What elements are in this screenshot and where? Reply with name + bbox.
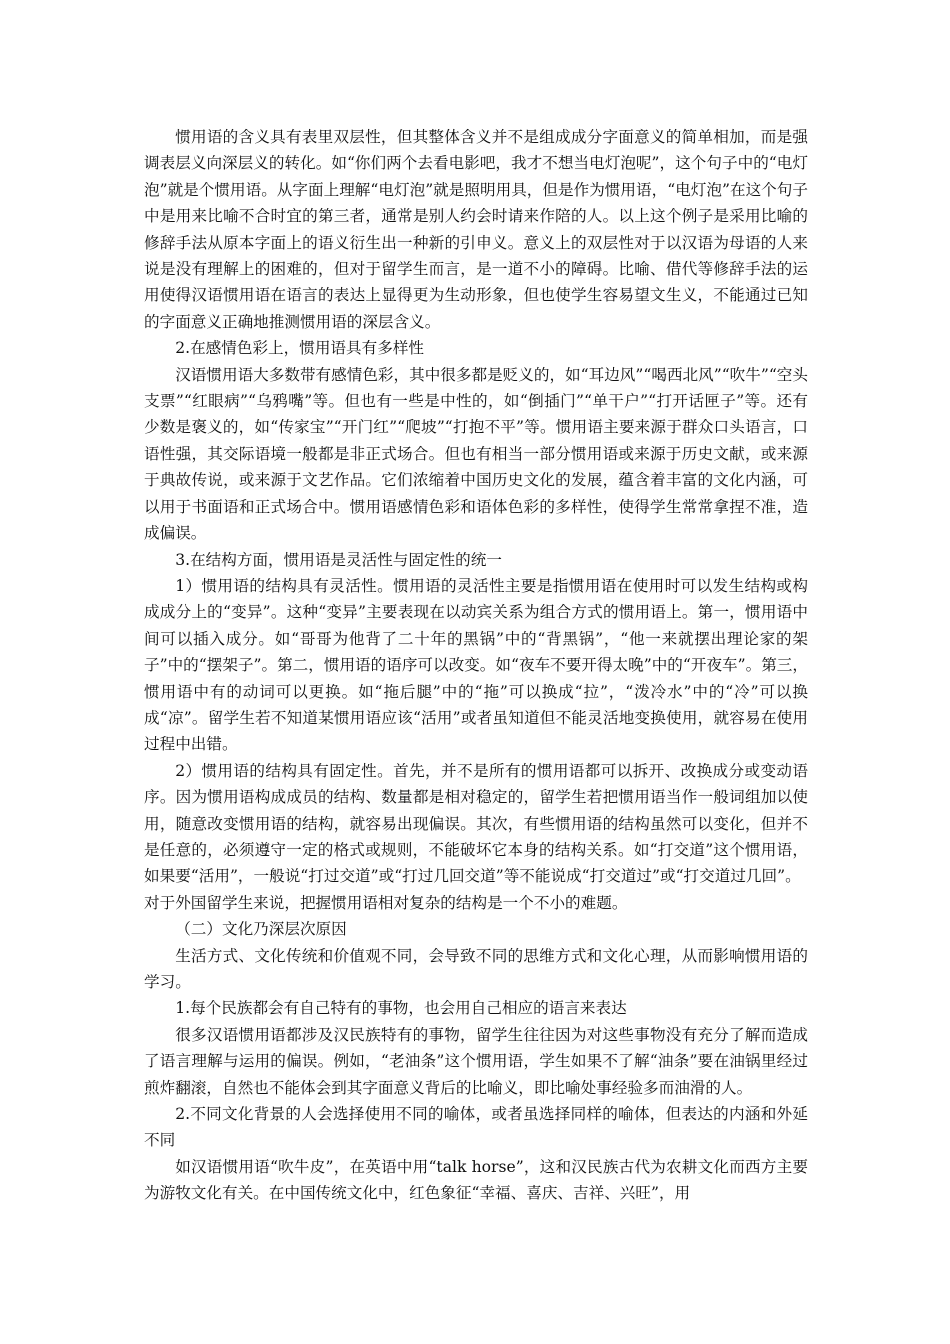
heading-structure: 3.在结构方面，惯用语是灵活性与固定性的统一: [175, 550, 502, 569]
paragraph-different-vehicles: 如汉语惯用语“吹牛皮”，在英语中用“talk horse”，这和汉民族古代为农耕文化而西方主要为游牧文化有关。在中国传统文化中，红色象征“幸福、喜庆、吉祥、兴旺”，用: [144, 1157, 808, 1203]
paragraph-culture-intro: 生活方式、文化传统和价值观不同，会导致不同的思维方式和文化心理，从而影响惯用语的学习。: [144, 946, 808, 991]
heading-culture: （二）文化乃深层次原因: [175, 920, 347, 939]
paragraph-structure-summary: 对于外国留学生来说，把握惯用语相对复杂的结构是一个不小的难题。: [144, 893, 628, 912]
paragraph-meaning-duality: 惯用语的含义具有表里双层性，但其整体含义并不是组成成分字面意义的简单相加，而是强调表层义向深层义的转化。如“你们两个去看电影吧，我才不想当电灯泡呢”，这个句子中的“电灯泡”就是个惯用语。从字面上理解“电灯泡”就是照明用具，但是作为惯用语，“电灯泡”在这个句子中是用来比喻不合时宜的第三者，通常是别人约会时请来作陪的人。以上这个例子是采用比喻的修辞手法从原本字面上的语义衍生出一种新的引申义。意义上的双层性对于以汉语为母语的人来说是没有理解上的困难的，但对于留学生而言，是一道不小的障碍。比喻、借代等修辞手法的运用使得汉语惯用语在语言的表达上显得更为生动形象，但也使学生容易望文生义，不能通过已知的字面意义正确地推测惯用语的深层含义。: [144, 128, 808, 331]
heading-unique-things: 1.每个民族都会有自己特有的事物，也会用自己相应的语言来表达: [175, 999, 627, 1018]
paragraph-emotional-color: 汉语惯用语大多数带有感情色彩，其中很多都是贬义的，如“耳边风”“喝西北风”“吹牛”“空头支票”“红眼病”“乌鸦嘴”等。但也有一些是中性的，如“倒插门”“单干户”“打开话匣子”等。还有少数是褒义的，如“传家宝”“开门红”“爬坡”“打抱不平”等。惯用语主要来源于群众口头语言，口语性强，其交际语境一般都是非正式场合。但也有相当一部分惯用语或来源于历史文献，或来源于典故传说，或来源于文艺作品。它们浓缩着中国历史文化的发展，蕴含着丰富的文化内涵，可以用于书面语和正式场合中。惯用语感情色彩和语体色彩的多样性，使得学生常常拿捏不准，造成偏误。: [144, 365, 808, 543]
paragraph-unique-things: 很多汉语惯用语都涉及汉民族特有的事物，留学生往往因为对这些事物没有充分了解而造成了语言理解与运用的偏误。例如，“老油条”这个惯用语，学生如果不了解“油条”要在油锅里经过煎炸翻滚，自然也不能体会到其字面意义背后的比喻义，即比喻处事经验多而油滑的人。: [144, 1025, 808, 1097]
paragraph-structure-flexibility: 1）惯用语的结构具有灵活性。惯用语的灵活性主要是指惯用语在使用时可以发生结构或构成成分上的“变异”。这种“变异”主要表现在以动宾关系为组合方式的惯用语上。第一，惯用语中间可以插入成分。如“哥哥为他背了二十年的黑锅”中的“背黑锅”，“他一来就摆出理论家的架子”中的“摆架子”。第二，惯用语的语序可以改变。如“夜车不要开得太晚”中的“开夜车”。第三，惯用语中有的动词可以更换。如“拖后腿”中的“拖”可以换成“拉”，“泼冷水”中的“冷”可以换成“凉”。留学生若不知道某惯用语应该“活用”或者虽知道但不能灵活地变换使用，就容易在使用过程中出错。: [144, 576, 808, 754]
paragraph-structure-fixedness: 2）惯用语的结构具有固定性。首先，并不是所有的惯用语都可以拆开、改换成分或变动语序。因为惯用语构成成员的结构、数量都是相对稳定的，留学生若把惯用语当作一般词组加以使用，随意改变惯用语的结构，就容易出现偏误。其次，有些惯用语的结构虽然可以变化，但并不是任意的，必须遵守一定的格式或规则，不能破坏它本身的结构关系。如“打交道”这个惯用语，如果要“活用”，一般说“打过交道”或“打过几回交道”等不能说成“打交道过”或“打交道过几回”。: [144, 761, 808, 886]
document-body: [144, 124, 808, 1207]
heading-different-vehicles: 2.不同文化背景的人会选择使用不同的喻体，或者虽选择同样的喻体，但表达的内涵和外延不同: [144, 1105, 808, 1150]
heading-emotional-color: 2.在感情色彩上，惯用语具有多样性: [175, 339, 424, 358]
